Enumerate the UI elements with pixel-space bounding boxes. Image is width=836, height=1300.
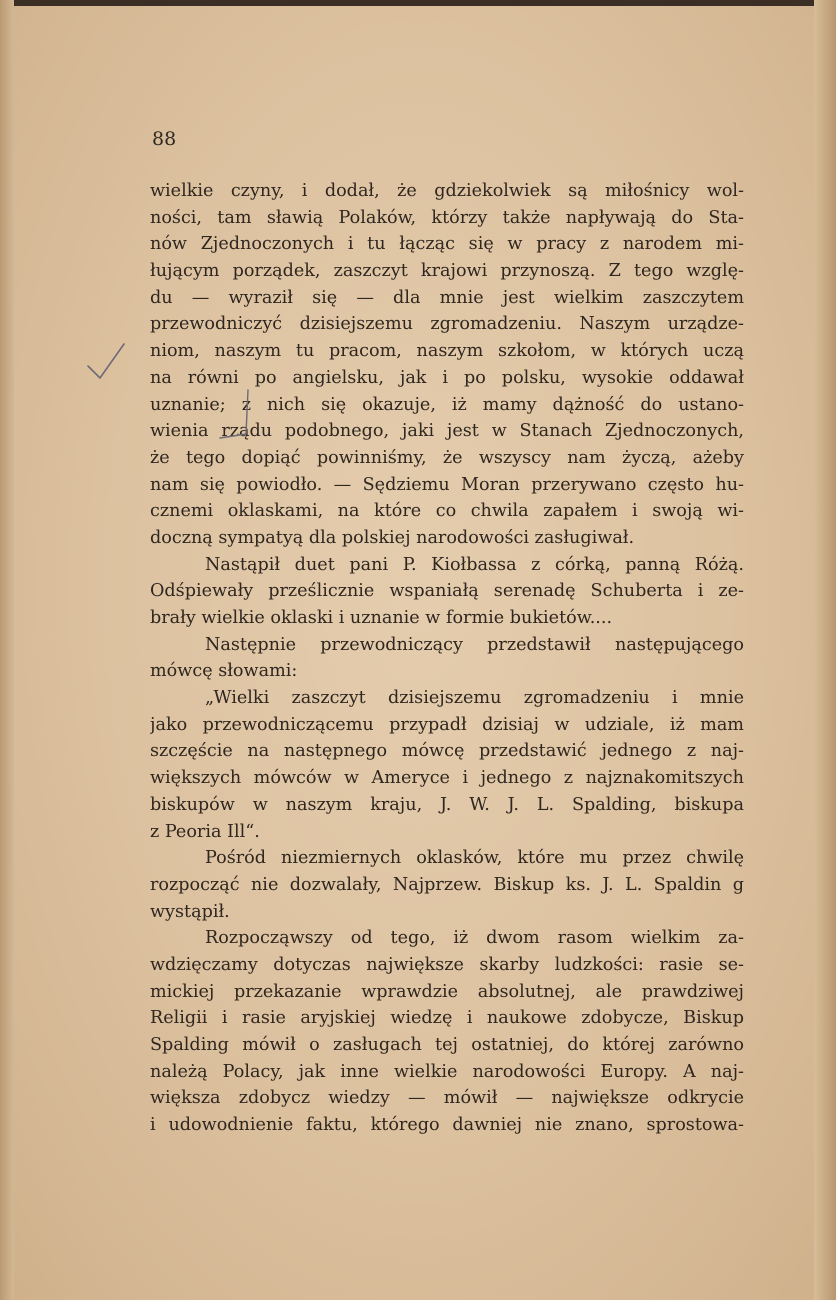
text-line: wdzięczamy dotyczas największe skarby ludzkości: rasie se-	[150, 954, 744, 975]
text-line: szczęście na następnego mówcę przedstawić jednego z naj-	[150, 741, 744, 762]
text-line: wielkie czyny, i dodał, że gdziekolwiek są miłośnicy wol-	[150, 181, 744, 201]
text-line: na równi po angielsku, jak i po polsku, wysokie oddawał	[150, 367, 744, 388]
text-line: Odśpiewały prześlicznie wspaniałą serenadę Schuberta i ze-	[150, 581, 744, 602]
page-left-edge	[0, 0, 14, 1300]
text-line: jako przewodniczącemu przypadł dzisiaj w udziale, iż mam	[150, 714, 744, 735]
text-line: wystąpił.	[150, 901, 230, 922]
body-text	[150, 178, 744, 1139]
text-line: rozpocząć nie dozwalały, Najprzew. Biskup ks. J. L. Spaldin g	[150, 874, 744, 895]
text-line: niom, naszym tu pracom, naszym szkołom, w których uczą	[150, 341, 744, 362]
text-line: przewodniczyć dzisiejszemu zgromadzeniu. Naszym urządze-	[150, 314, 744, 335]
text-line: brały wielkie oklaski i uznanie w formie bukietów....	[150, 608, 613, 628]
text-line: wienia rządu podobnego, jaki jest w Stanach Zjednoczonych,	[150, 421, 744, 442]
text-line: doczną sympatyą dla polskiej narodowości zasługiwał.	[150, 527, 635, 548]
text-line: „Wielki zaszczyt dzisiejszemu zgromadzeniu i mnie	[205, 688, 744, 709]
text-line: i udowodnienie faktu, którego dawniej nie znano, sprostowa-	[150, 1115, 744, 1136]
text-line: du — wyraził się — dla mnie jest wielkim zaszczytem	[150, 287, 744, 308]
page-number: 88	[152, 128, 177, 150]
text-line: większych mówców w Ameryce i jednego z najznakomitszych	[150, 768, 744, 789]
text-line: ności, tam sławią Polaków, którzy także napływają do Sta-	[150, 207, 744, 228]
text-line: Nastąpił duet pani P. Kiołbassa z córką, panną Różą.	[205, 554, 744, 575]
pencil-checkmark-icon	[86, 340, 130, 386]
text-line: biskupów w naszym kraju, J. W. J. L. Spalding, biskupa	[150, 794, 744, 815]
page-right-edge	[814, 0, 836, 1300]
text-line: łującym porządek, zaszczyt krajowi przynoszą. Z tego wzglę-	[150, 261, 744, 282]
text-line: Pośród niezmiernych oklasków, które mu przez chwilę	[205, 848, 744, 869]
text-line: z Peoria Ill“.	[150, 821, 260, 842]
text-line: należą Polacy, jak inne wielkie narodowości Europy. A naj-	[150, 1061, 744, 1082]
text-line: Rozpocząwszy od tego, iż dwom rasom wielkim za-	[205, 928, 744, 949]
text-line: większa zdobycz wiedzy — mówił — największe odkrycie	[150, 1088, 744, 1109]
text-line: że tego dopiąć powinniśmy, że wszyscy nam życzą, ażeby	[150, 447, 744, 468]
pencil-bracket-mark-icon	[218, 388, 258, 446]
text-line: Następnie przewodniczący przedstawił następującego	[205, 634, 744, 655]
text-line: Spalding mówił o zasługach tej ostatniej, do której zarówno	[150, 1035, 744, 1055]
text-line: nam się powiodło. — Sędziemu Moran przerywano często hu-	[150, 474, 744, 495]
text-line: mickiej przekazanie wprawdzie absolutnej, ale prawdziwej	[150, 981, 744, 1002]
text-line: uznanie; z nich się okazuje, iż mamy dążność do ustano-	[150, 394, 744, 415]
text-line: mówcę słowami:	[150, 661, 298, 682]
text-line: Religii i rasie aryjskiej wiedzę i naukowe zdobycze, Biskup	[150, 1008, 744, 1029]
scan-top-border	[0, 0, 836, 6]
text-line: nów Zjednoczonych i tu łącząc się w pracy z narodem mi-	[150, 234, 744, 255]
text-line: cznemi oklaskami, na które co chwila zapałem i swoją wi-	[150, 501, 744, 522]
